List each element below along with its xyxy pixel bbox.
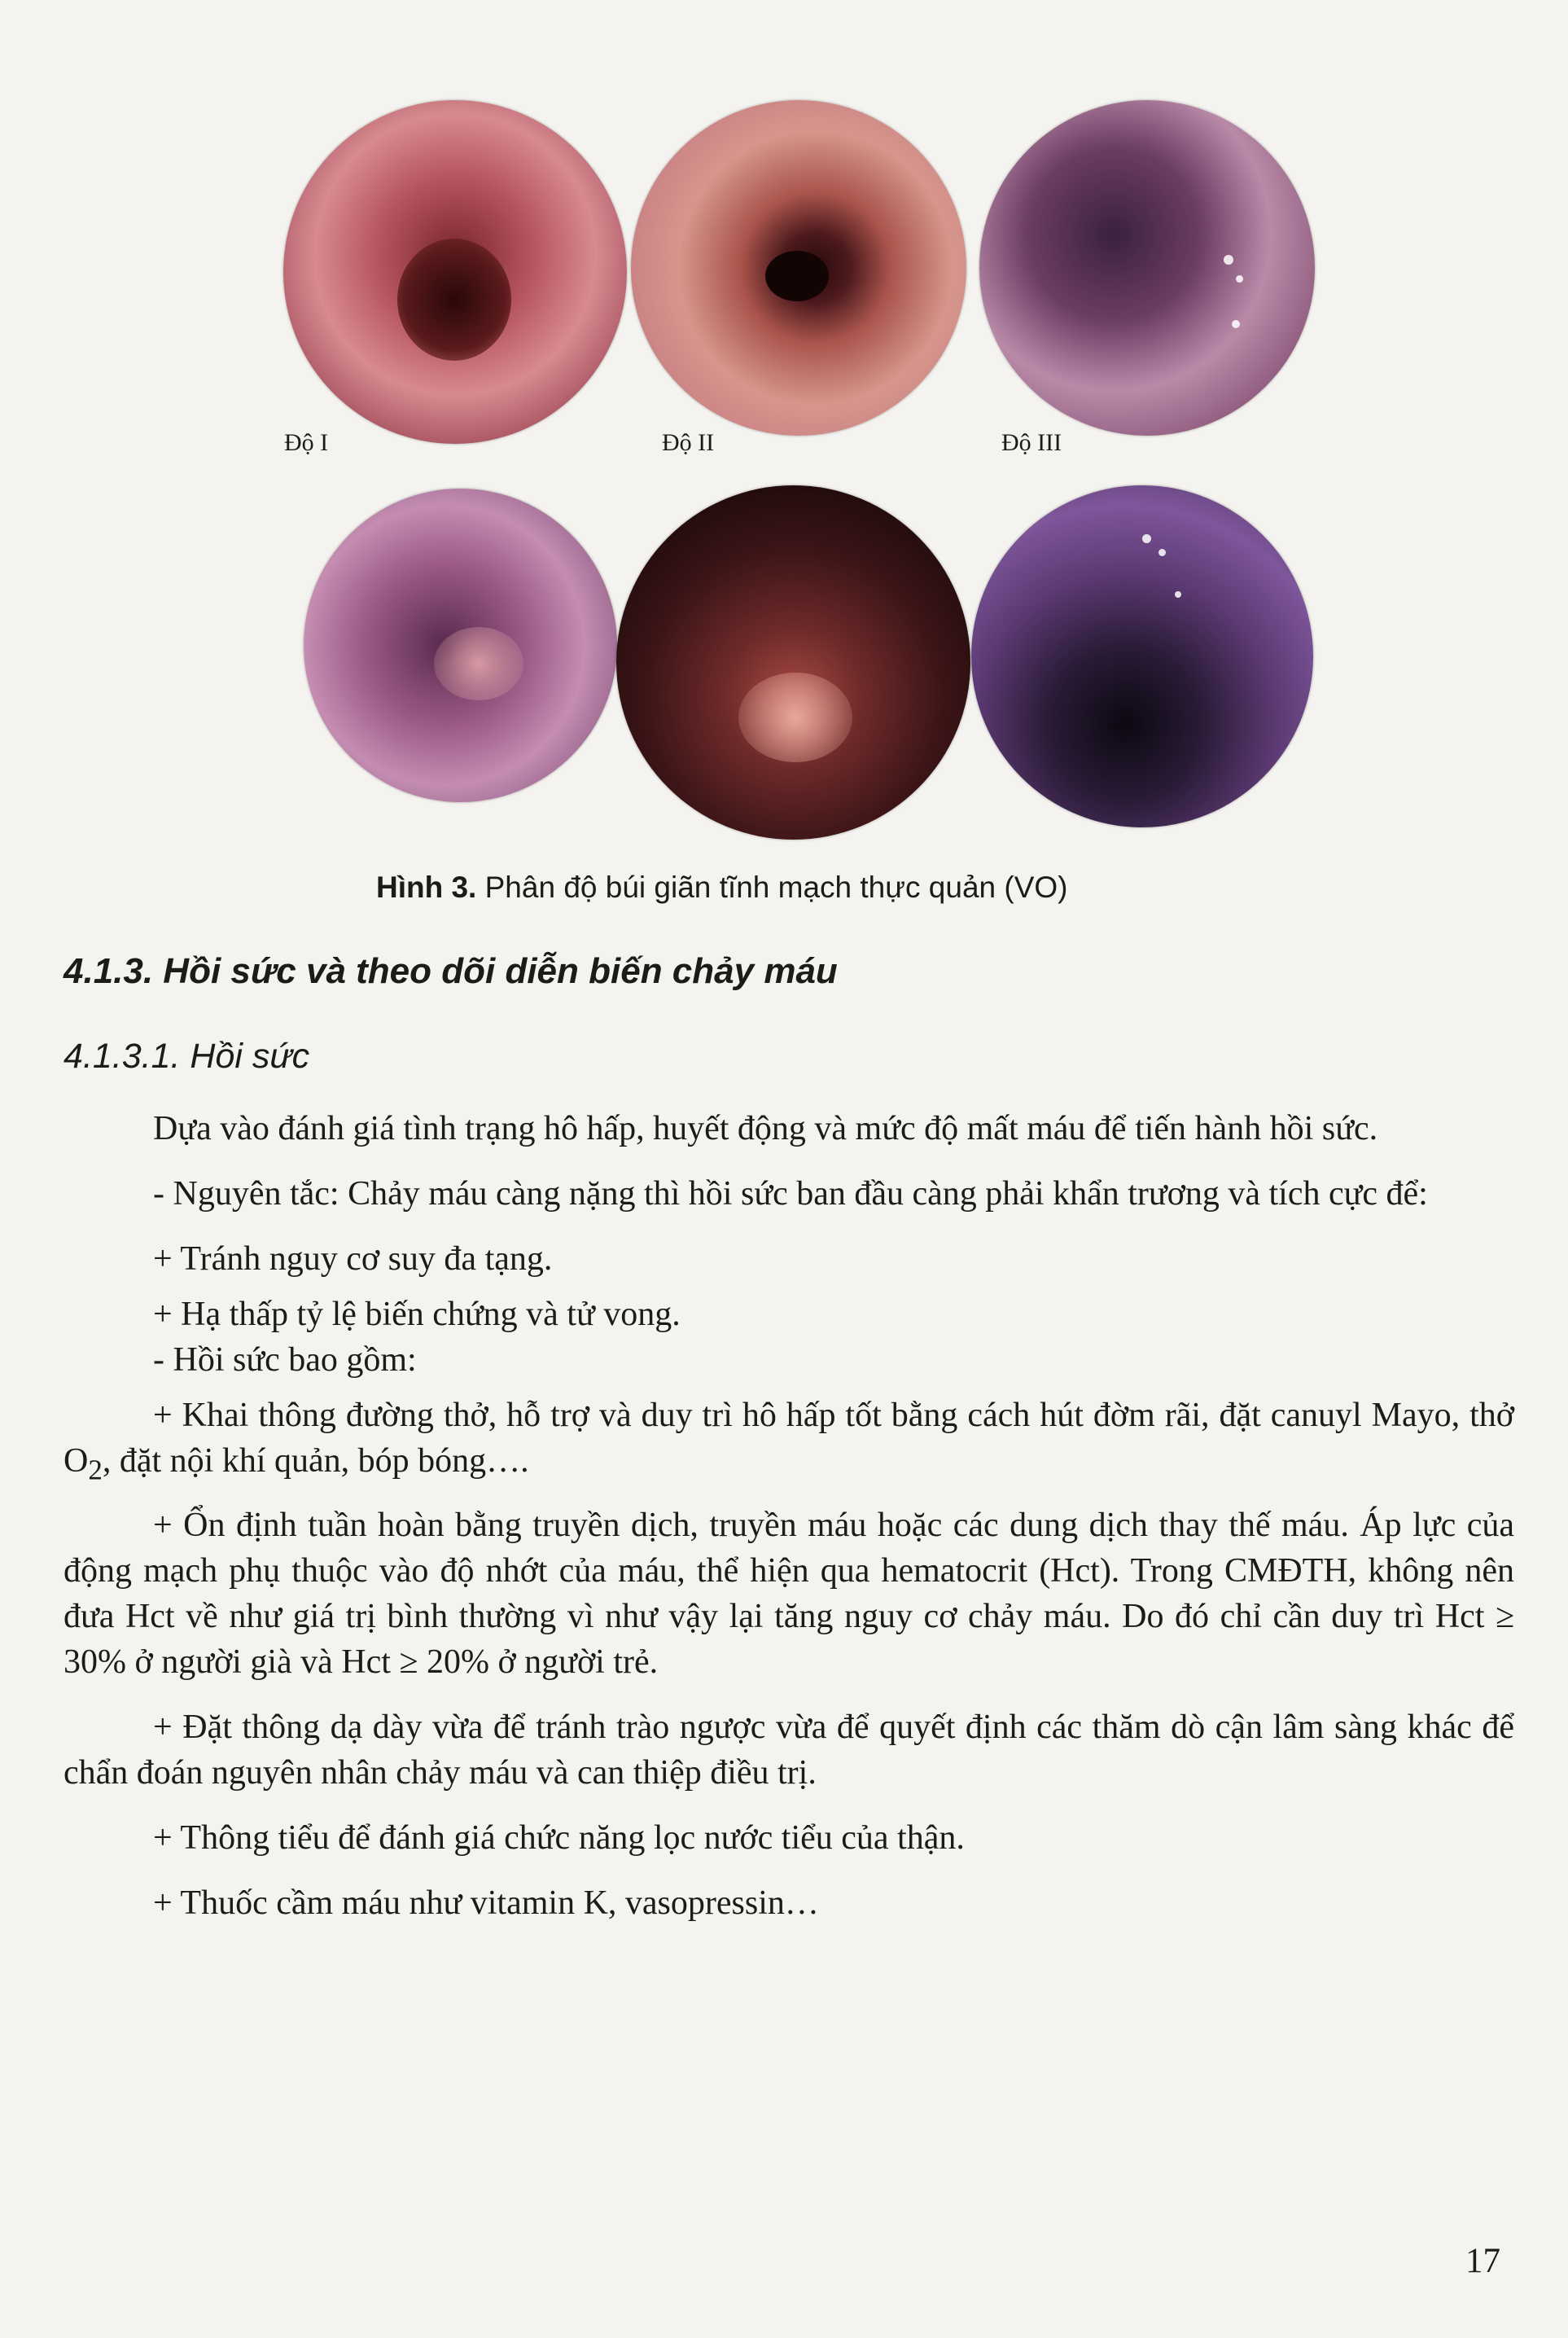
endoscopy-image-4 [304,489,617,802]
grade-3-label: Độ III [1001,429,1062,456]
figure-caption [376,871,1068,905]
endoscopy-image-6 [971,485,1313,827]
paragraph: + Hạ thấp tỷ lệ biến chứng và tử vong. [153,1296,681,1333]
subscript: 2 [88,1454,103,1486]
body-text [64,1106,1514,1926]
grade-1-label: Độ I [284,429,329,456]
endoscopy-image-grade-3 [979,100,1315,436]
paragraph: + Thông tiểu để đánh giá chức năng lọc nước tiểu của thận. [153,1819,965,1858]
paragraph: + Đặt thông dạ dày vừa để tránh trào ngược vừa để quyết định các thăm dò cận lâm sàng khác để chẩn đoán nguyên nhân chảy máu và can thiệp điều trị. [64,1709,1514,1792]
page-number: 17 [1465,2242,1500,2280]
section-heading: 4.1.3. Hồi sức và theo dõi diễn biến chảy máu [64,951,838,991]
paragraph: + Thuốc cầm máu như vitamin K, vasopressin… [153,1884,819,1923]
paragraph-part: + Khai thông đường thở, hỗ trợ và duy trì hô hấp tốt bằng cách hút đờm rãi, đặt canuyl Mayo, thở O [64,1397,1514,1480]
figure-caption-number: Hình 3. [376,871,477,904]
grade-2-label: Độ II [662,429,715,456]
paragraph: - Nguyên tắc: Chảy máu càng nặng thì hồi sức ban đầu càng phải khẩn trương và tích cực để: [153,1175,1428,1213]
endoscopy-image-grade-1 [283,100,627,444]
paragraph: Dựa vào đánh giá tình trạng hô hấp, huyết động và mức độ mất máu để tiến hành hồi sức. [153,1110,1378,1147]
figure-caption-text: Phân độ búi giãn tĩnh mạch thực quản (VO) [476,871,1068,904]
paragraph [64,1393,1514,1493]
subsection-heading: 4.1.3.1. Hồi sức [64,1037,310,1076]
endoscopy-image-5 [616,485,970,840]
paragraph: + Ổn định tuần hoàn bằng truyền dịch, truyền máu hoặc các dung dịch thay thế máu. Áp lực của động mạch phụ thuộc vào độ nhớt của máu, thể hiện qua hematocrit (Hct). Trong CMĐTH, không nên đưa Hct về như giá trị bình thường vì như vậy lại tăng nguy cơ chảy máu. Do đó chỉ cần duy trì Hct ≥ 30% ở người già và Hct ≥ 20% ở người trẻ. [64,1507,1514,1682]
paragraph: + Tránh nguy cơ suy đa tạng. [153,1240,553,1278]
paragraph: - Hồi sức bao gồm: [153,1341,417,1379]
endoscopy-image-grade-2 [631,100,966,436]
paragraph-part: , đặt nội khí quản, bóp bóng…. [102,1442,529,1480]
